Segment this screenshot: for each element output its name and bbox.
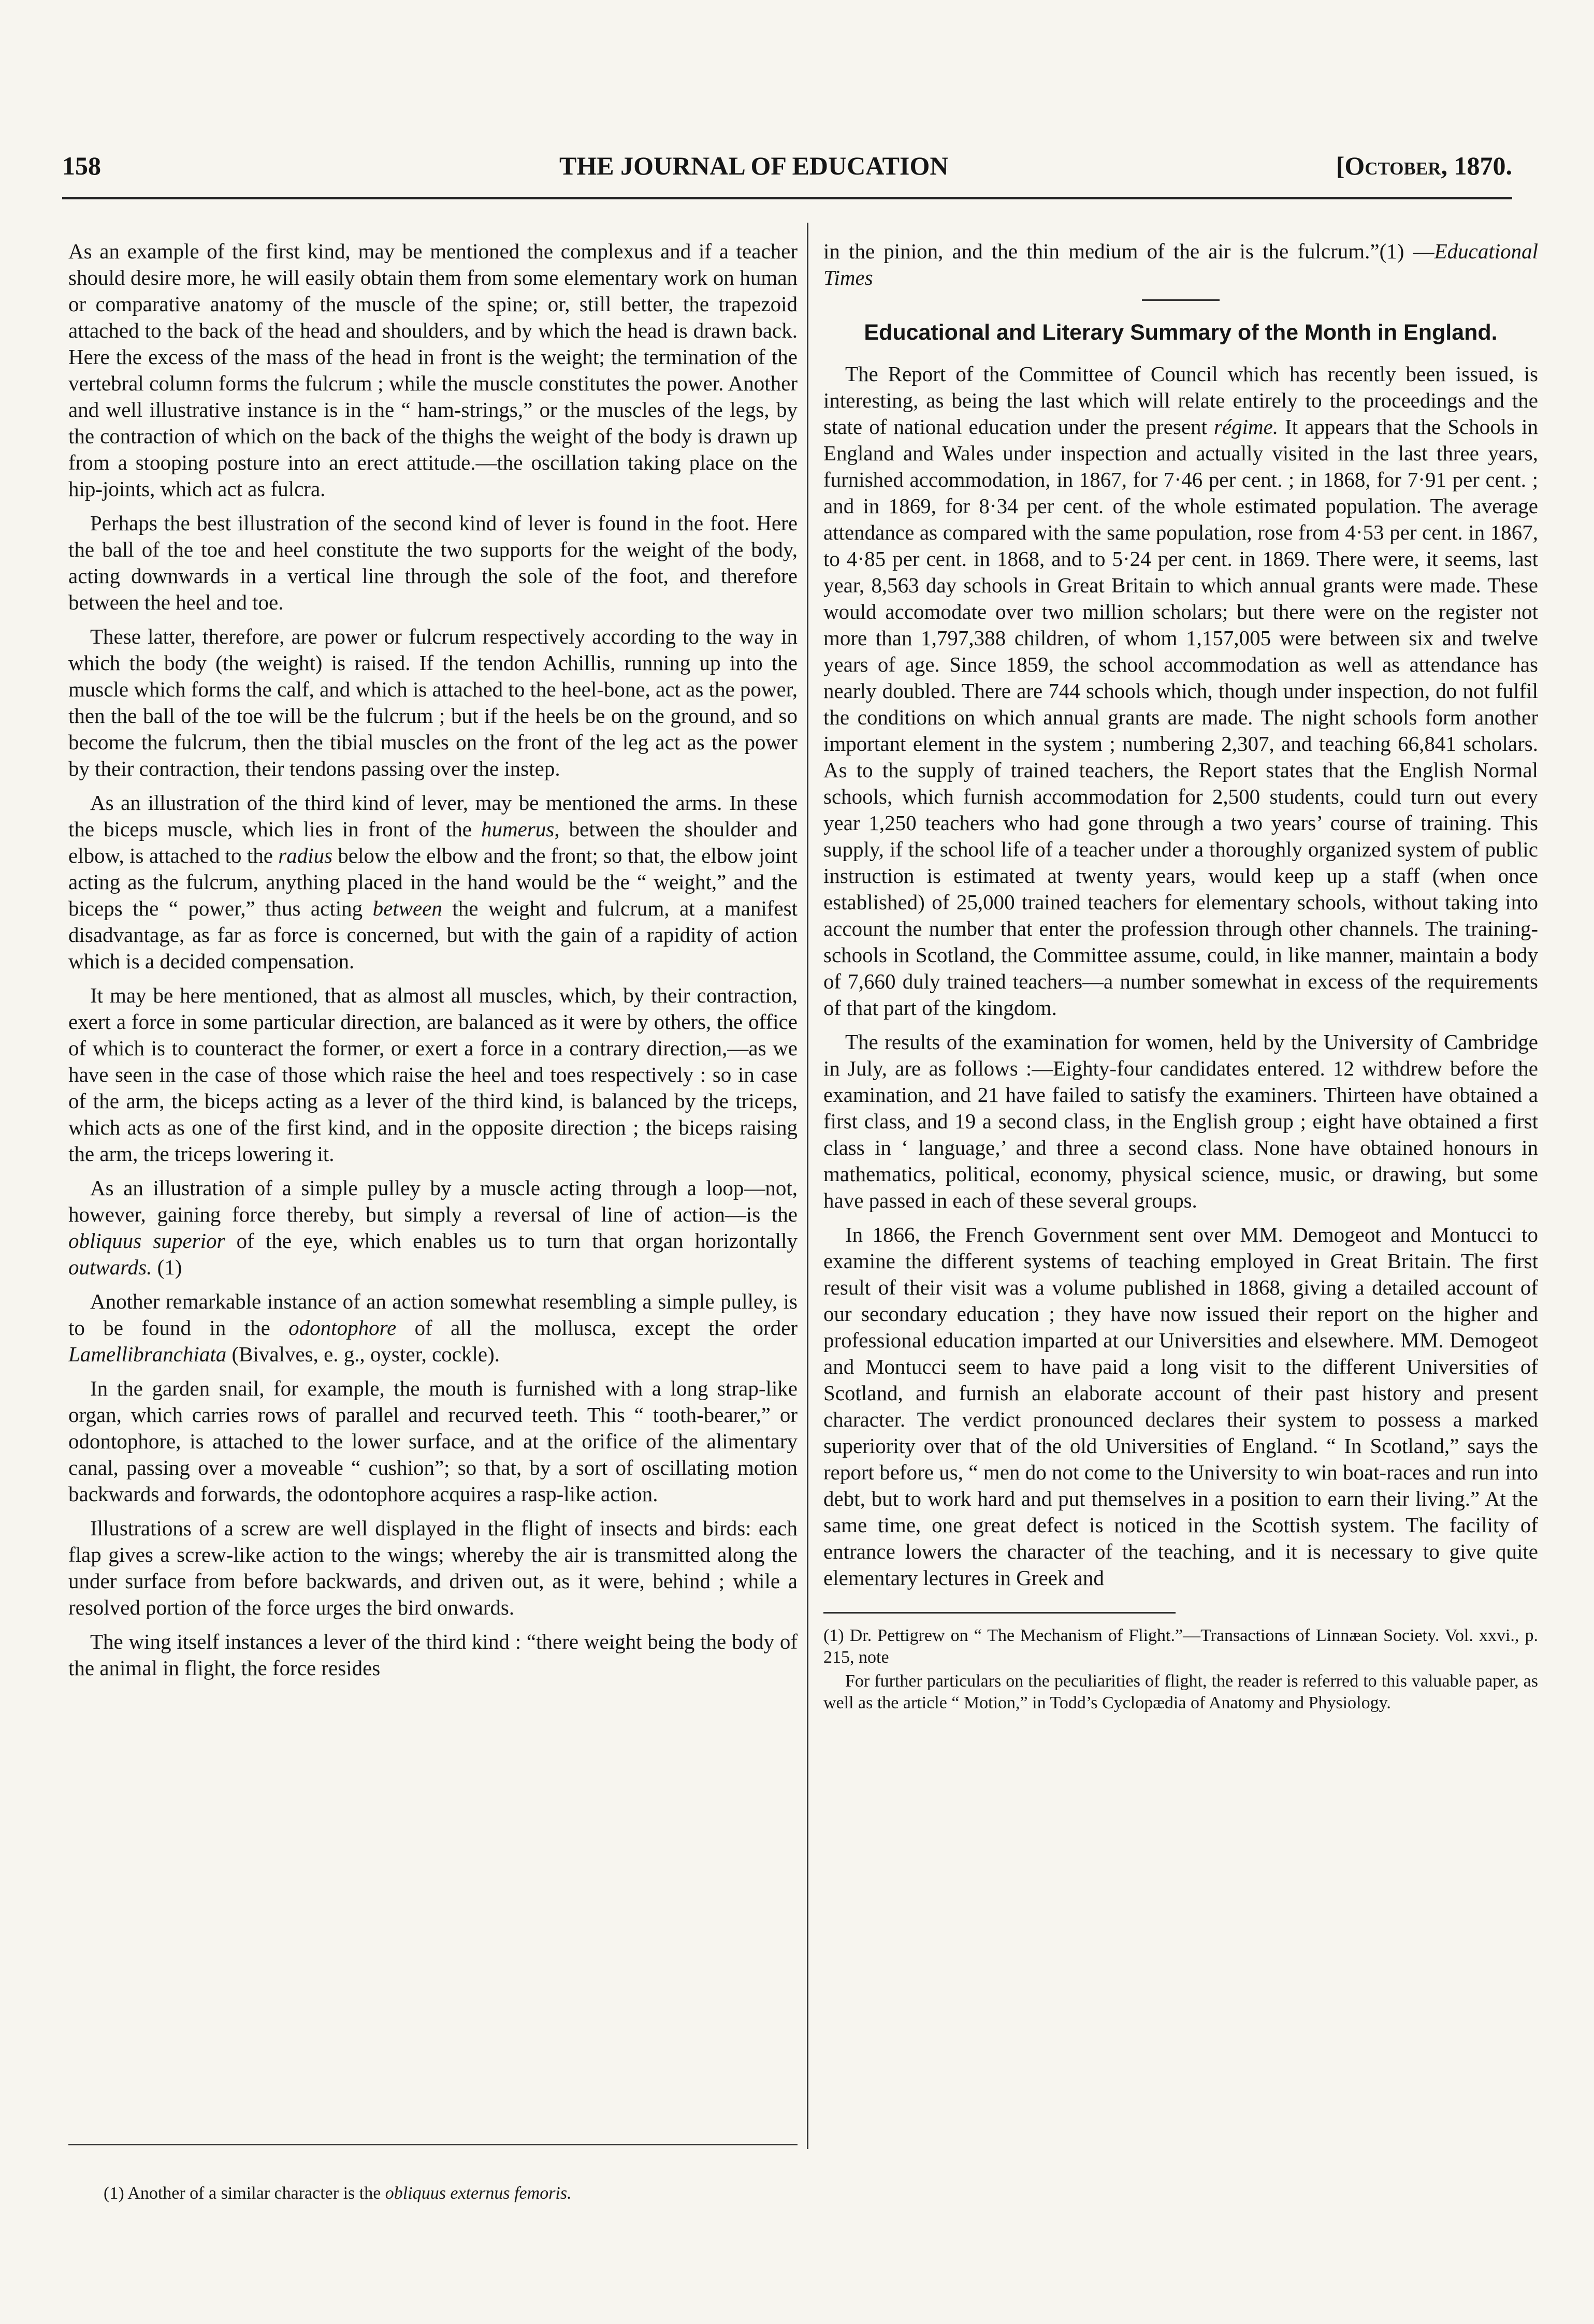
footnote-marker: (1) (152, 1255, 182, 1279)
italic-term: Lamellibranchiata (68, 1342, 227, 1366)
text-run: of all the mollusca, except the order (396, 1316, 798, 1340)
text-run: As an illustration of the third kind of lever, may be mentioned the arms. In these the biceps muscle, which lies in front of the (68, 791, 798, 841)
page-number: 158 (62, 151, 101, 180)
text-run: the weight and fulcrum, at a manifest disadvantage, as far as force is concerned, but with the gain of a rapidity of action which is a decided compensation. (68, 896, 798, 973)
page-header (62, 150, 1512, 186)
section-separator (1142, 299, 1220, 301)
left-paragraph-10: The wing itself instances a lever of the third kind : “there weight being the body of the animal in flight, the force resides (68, 1630, 798, 1680)
right-footnote-1: (1) Dr. Pettigrew on “ The Mechanism of Flight.”—Transactions of Linnæan Society. Vol. xxvi., p. 215, note (823, 1626, 1538, 1667)
section-title: Educational and Literary Summary of the Month in England. (864, 320, 1498, 345)
left-paragraph-3: These latter, therefore, are power or fulcrum respectively according to the way in which the body (the weight) is raised. If the tendon Achillis, running up into the muscle which forms the calf, and which is attached to the heel-bone, act as the power, then the ball of the toe will be the fulcrum ; but if the heels be on the ground, and so become the fulcrum, then the tibial muscles on the front of the leg act as the power by their contraction, their tendons passing over the instep. (68, 624, 798, 780)
text-run: in the pinion, and the thin medium of the air is the fulcrum.”(1) — (823, 239, 1434, 263)
text-run: of the eye, which enables us to turn that organ horizontally (225, 1229, 798, 1253)
text-run: below the elbow and the front; so that, the elbow joint acting as the fulcrum, anything placed in the hand would be the “ weight,” and the biceps the “ power,” thus acting (68, 844, 798, 920)
text-run: Another remarkable instance of an action somewhat resembling a simple pulley, is to be found in the (68, 1289, 798, 1340)
issue-date: [October, 1870. (1336, 151, 1512, 180)
italic-term: régime. (1213, 415, 1279, 439)
left-column (68, 238, 798, 1689)
left-paragraph-6 (68, 1175, 798, 1281)
left-paragraph-4 (68, 790, 798, 975)
right-footnote-2: For further particulars on the peculiarities of flight, the reader is referred to this valuable paper, as well as the article “ Motion,” in Todd’s Cyclopædia of Anatomy and Physiology. (823, 1672, 1538, 1712)
left-paragraph-2: Perhaps the best illustration of the second kind of lever is found in the foot. Here the ball of the toe and heel constitute the two supports for the weight of the body, acting downwards in a vertical line through the sole of the foot, and therefore between the heel and toe. (68, 511, 798, 614)
text-run: The Report of the Committee of Council which has recently been issued, is interesting, as being the last which will relate entirely to the proceedings and the state of national education under the present (823, 362, 1538, 439)
left-paragraph-7 (68, 1288, 798, 1368)
right-paragraph-3: In 1866, the French Government sent over MM. Demogeot and Montucci to examine the different systems of teaching employed in Great Britain. The first result of their visit was a volume published in 1868, giving a detailed account of our secondary education ; they have now issued their report on the higher and professional education imparted at our Universities and elsewhere. MM. Demogeot and Montucci seem to have paid a long visit to the different Universities of Scotland, and furnish an elaborate account of their past history and present character. The verdict pronounced declares their system to possess a marked superiority over that of the old Universities of England. “ In Scotland,” says the report before us, “ men do not come to the University to win boat-races and run into debt, but to work hard and put themselves in a position to earn their living.” At the same time, one great defect is noticed in the Scottish system. The facility of entrance lowers the character of the teaching, and it is necessary to give quite elementary lectures in Greek and (823, 1223, 1538, 1590)
left-paragraph-9: Illustrations of a screw are well displayed in the flight of insects and birds: each flap gives a screw-like action to the wings; whereby the air is transmitted along the under surface from before backwards, and driven out, as it were, behind ; while a resolved portion of the force urges the bird onwards. (68, 1516, 798, 1619)
left-footnote-rule (68, 2144, 798, 2145)
italic-term: obliquus superior (68, 1229, 225, 1253)
italic-term: between (372, 896, 442, 920)
right-continuation (823, 238, 1538, 291)
right-column (823, 238, 1538, 1716)
left-paragraph-8: In the garden snail, for example, the mouth is furnished with a long strap-like organ, which carries rows of parallel and recurved teeth. This “ tooth-bearer,” or odontophore, is attached to the lower surface, and at the orifice of the alimentary canal, passing over a moveable “ cushion”; so that, by a sort of oscillating motion backwards and forwards, the odontophore acquires a rasp-like action. (68, 1376, 798, 1506)
column-divider (807, 223, 808, 2149)
italic-term: humerus (481, 817, 555, 841)
left-paragraph-5: It may be here mentioned, that as almost all muscles, which, by their contraction, exert a force in some particular direction, are balanced as it were by others, the office of which is to counteract the former, or exert a force in a contrary direction,—as we have seen in the case of those which raise the heel and toes respectively : so in case of the arm, the biceps acting as a lever of the third kind, is balanced by the triceps, which acts as one of the first kind, and in the opposite direction ; the biceps raising the arm, the triceps lowering it. (68, 983, 798, 1166)
right-paragraph-1 (823, 361, 1538, 1021)
right-footnote-rule (823, 1612, 1176, 1614)
italic-term: radius (278, 844, 333, 867)
source-citation: Educational Times (823, 239, 1538, 289)
text-run: (1) Another of a similar character is the (104, 2184, 385, 2203)
right-paragraph-2: The results of the examination for women, held by the University of Cambridge in July, are as follows :—Eighty-four candidates entered. 12 withdrew before the examination, and 21 have failed to satisfy the examiners. Thirteen have obtained a first class, and 19 a second class, in the English group ; eight have obtained a first class in ‘ language,’ and three a second class. None have obtained honours in mathematics, political, economy, physical science, music, or drawing, but some have passed in each of these several groups. (823, 1030, 1538, 1212)
italic-term: odontophore (288, 1316, 397, 1340)
header-rule (62, 197, 1512, 199)
text-run: As an illustration of a simple pulley by a muscle acting through a loop—not, however, gaining force thereby, but simply a reversal of line of action—is the (68, 1176, 798, 1226)
text-run: , between the shoulder and elbow, is attached to the (68, 817, 798, 867)
italic-term: obliquus externus femoris. (385, 2184, 572, 2203)
right-footnotes (823, 1625, 1538, 1714)
text-run: It appears that the Schools in England and Wales under inspection and actually visited in the last three years, furnished accommodation, in 1867, for 7·46 per cent. ; in 1868, for 7·91 per cent. ; and in 1869, for 8·34 per cent. of the whole estimated population. The average attendance as compared with the same population, rose from 4·53 per cent. in 1867, to 4·85 per cent. in 1868, and to 5·24 per cent. in 1869. There were, it seems, last year, 8,563 day schools in Great Britain to which annual grants were made. These would accomodate over two million scholars; but there were on the register not more than 1,797,388 children, of whom 1,157,005 were between six and twelve years of age. Since 1859, the school accommodation as well as attendance has nearly doubled. There are 744 schools which, though under inspection, do not fulfil the conditions on which annual grants are made. The night schools form another important element in the system ; numbering 2,307, and teaching 66,841 scholars. As to the supply of trained teachers, the Report states that the English Normal schools, which furnish accommodation for 2,500 students, could turn out every year 1,250 teachers who had gone through a two years’ course of training. This supply, if the school life of a teacher under a thoroughly organized system of public instruction is estimated at twenty years, would keep up a staff (when once established) of 25,000 trained teachers for elementary schools, without taking into account the number that enter the profession through other channels. The training-schools in Scotland, the Committee assume, could, in like manner, maintain a body of 7,660 duly trained teachers—a number somewhat in excess of the requirements of that part of the kingdom. (823, 415, 1538, 1020)
journal-title: THE JOURNAL OF EDUCATION (559, 151, 949, 180)
left-footnote (104, 2183, 798, 2204)
text-run: (Bivalves, e. g., oyster, cockle). (226, 1342, 500, 1366)
italic-term: outwards. (68, 1255, 152, 1279)
left-paragraph-1: As an example of the first kind, may be mentioned the complexus and if a teacher should desire more, he will easily obtain them from some elementary work on human or comparative anatomy of the muscle of the spine; or, still better, the trapezoid attached to the back of the head and shoulders, and by which the head is drawn back. Here the excess of the mass of the head in front is the weight; the termination of the vertebral column forms the fulcrum ; while the muscle constitutes the power. Another and well illustrative instance is in the “ ham-strings,” or the muscles of the legs, by the contraction of which on the back of the thighs the weight of the body is drawn up from a stooping posture into an erect attitude.—the oscillation taking place on the hip-joints, which act as fulcra. (68, 239, 798, 501)
